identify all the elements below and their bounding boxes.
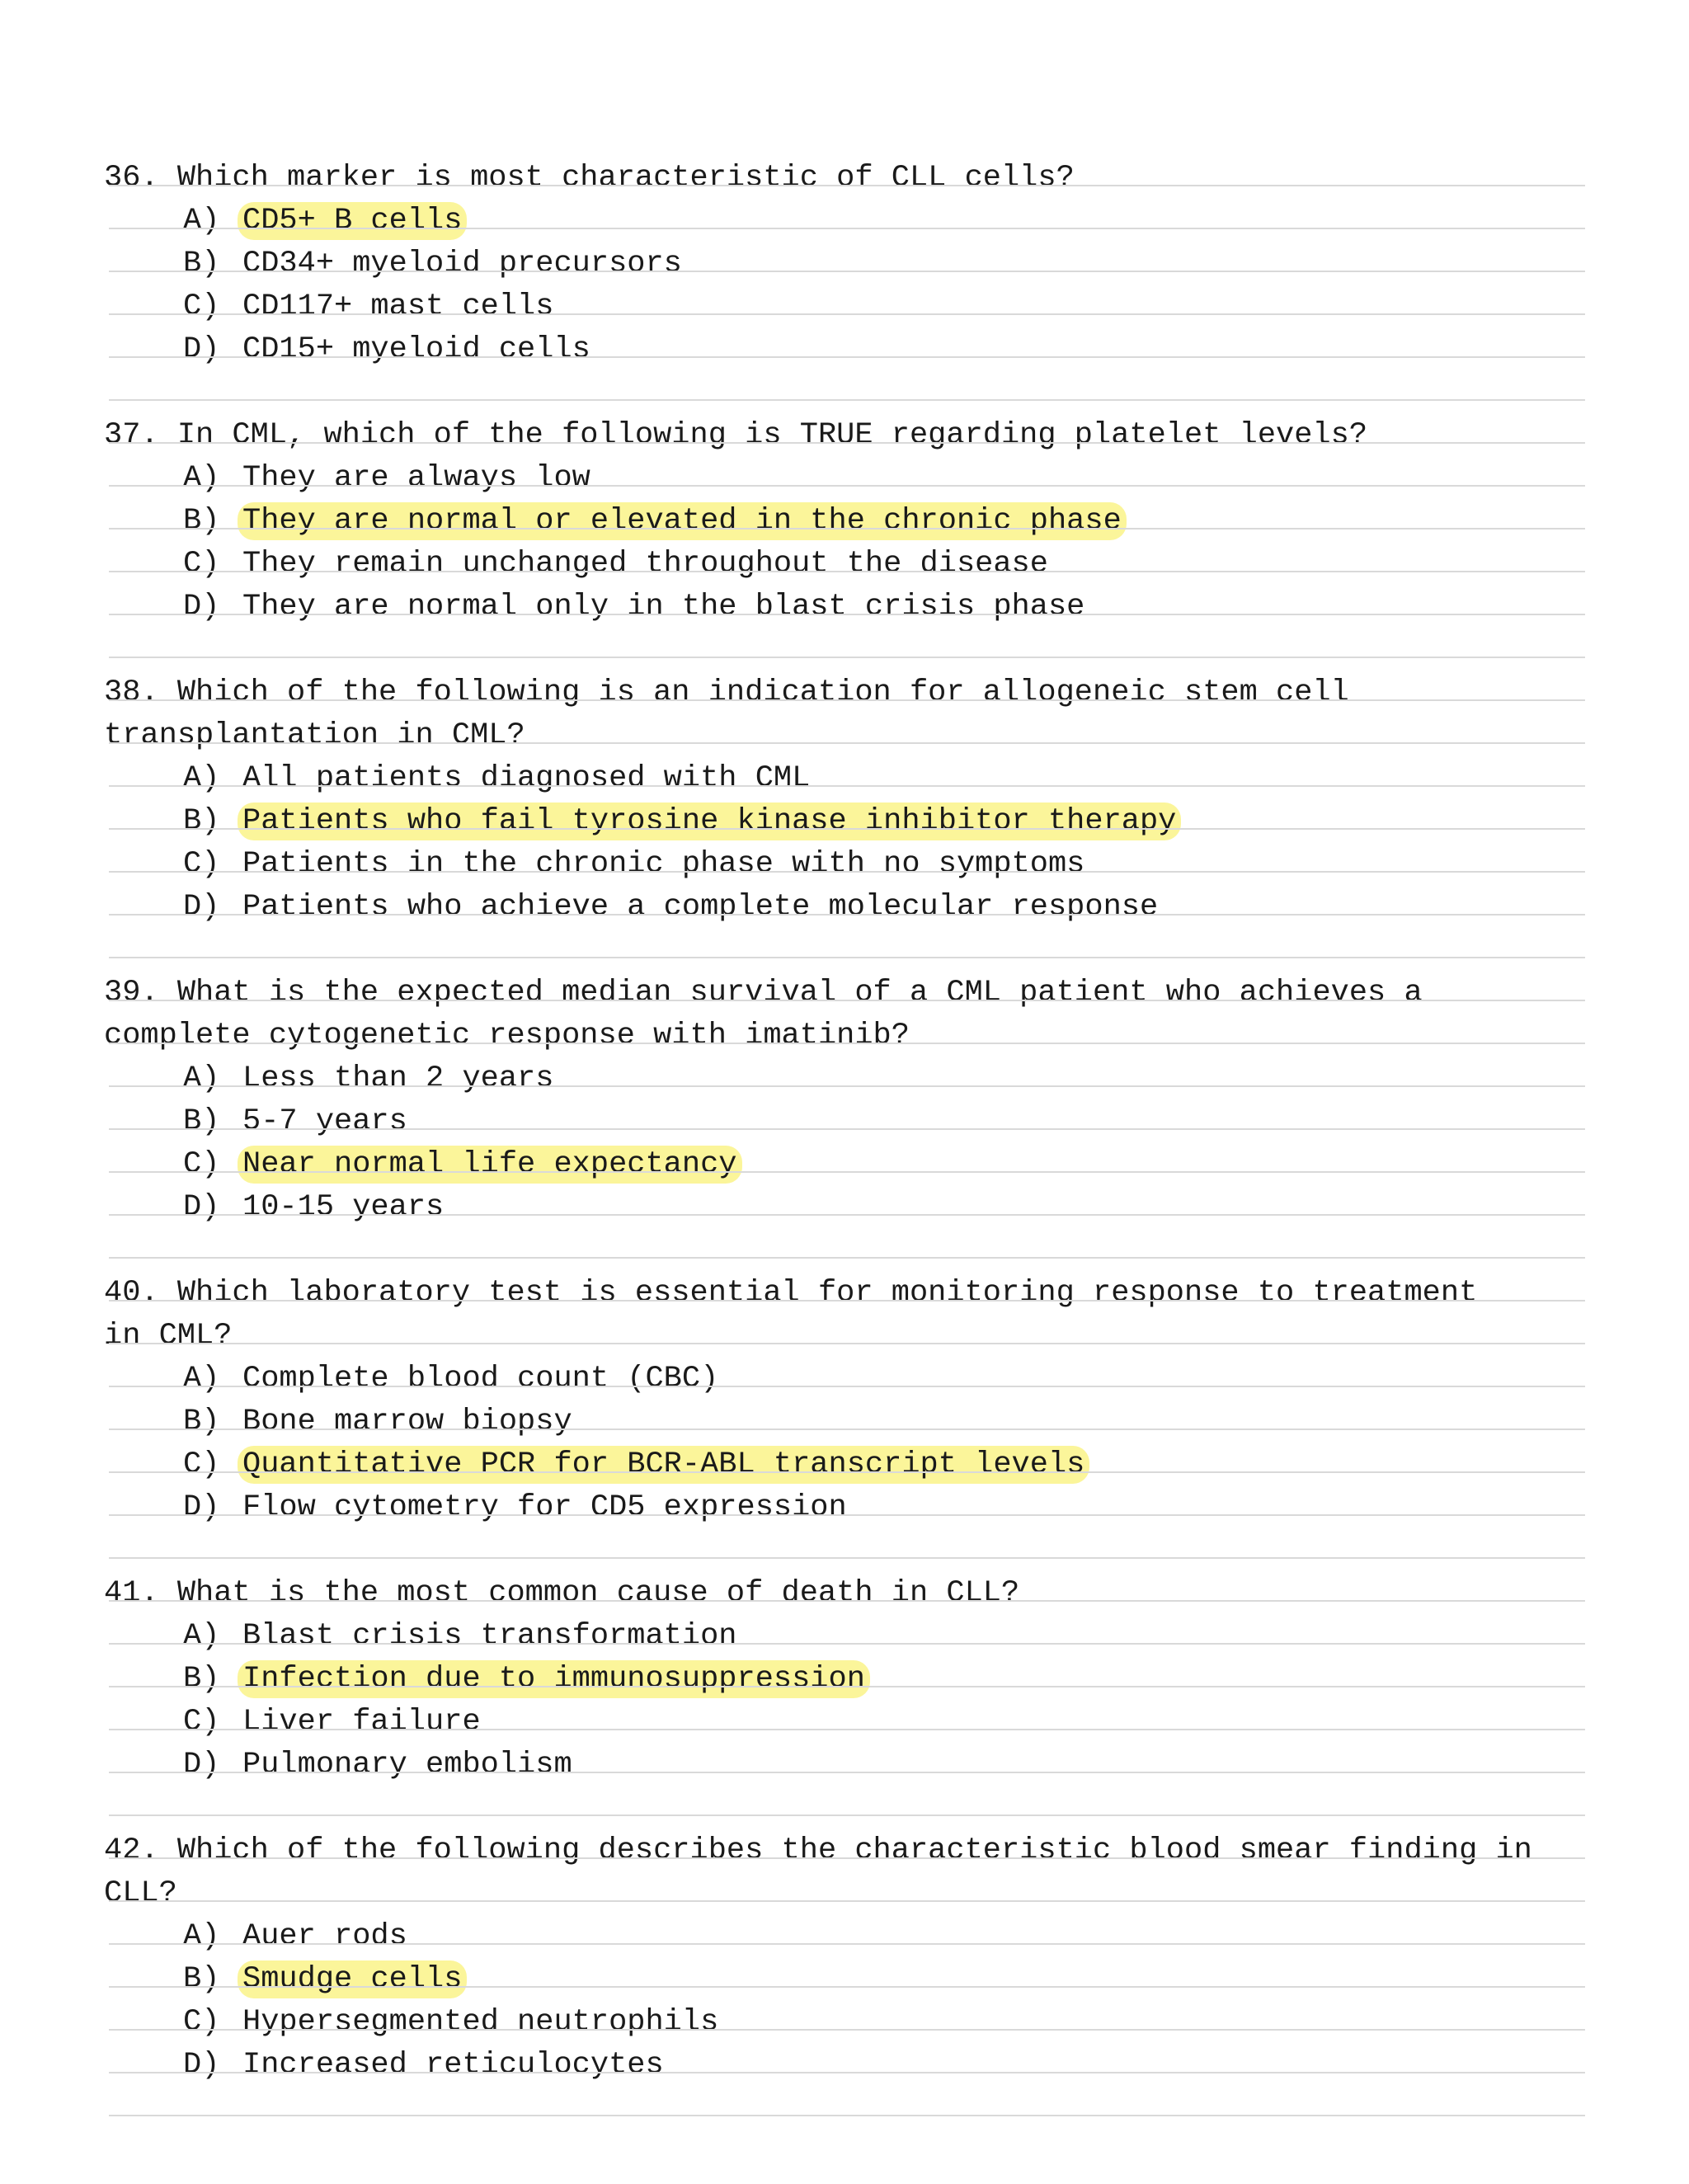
ruled-line [109,1600,1585,1602]
question-text: in CML? [104,1319,233,1353]
highlighted-answer-text: CD5+ B cells [238,202,467,240]
highlighted-answer-text: They are normal or elevated in the chronic phase [238,502,1127,540]
ruled-line [109,399,1585,401]
option-text: Flow cytometry for CD5 expression [242,1490,847,1525]
answer-option [183,285,553,328]
option-letter: B) [183,1405,220,1439]
option-text: Less than 2 years [242,1061,554,1096]
ruled-line [109,657,1585,658]
highlighted-answer-text: Patients who fail tyrosine kinase inhibitor therapy [238,803,1181,840]
ruled-line [109,1686,1585,1687]
ruled-line [109,1085,1585,1087]
ruled-line [109,1514,1585,1516]
option-letter: C) [183,289,220,324]
option-letter: A) [183,761,220,796]
option-letter: B) [183,504,220,539]
ruled-line [109,1300,1585,1301]
answer-option [183,1143,742,1186]
answer-option [183,1958,467,2001]
option-letter: C) [183,547,220,581]
answer-option [183,1100,407,1143]
answer-option [183,242,682,285]
option-text: Complete blood count (CBC) [242,1362,719,1396]
answer-option [183,457,590,500]
answer-option [183,1915,407,1958]
question-text: 42. Which of the following describes the characteristic blood smear finding in [104,1833,1532,1868]
answer-option [183,1744,572,1786]
question-text: 36. Which marker is most characteristic of CLL cells? [104,161,1075,195]
option-letter: A) [183,461,220,496]
option-letter: A) [183,1061,220,1096]
ruled-line [109,2115,1585,2116]
ruled-line [109,271,1585,272]
answer-option [183,200,467,242]
option-text: CD15+ myeloid cells [242,332,590,367]
question-text: 37. In CML, which of the following is TRUE regarding platelet levels? [104,418,1368,453]
option-text: 5-7 years [242,1104,407,1139]
answer-option [183,328,590,371]
option-text: They are always low [242,461,590,496]
question-text: CLL? [104,1876,177,1911]
answer-option [183,1658,870,1701]
option-letter: D) [183,2048,220,2083]
ruled-line [109,356,1585,358]
answer-option [183,1186,444,1229]
option-text: Patients who achieve a complete molecular response [242,890,1159,925]
ruled-line [109,1900,1585,1902]
ruled-line [109,1043,1585,1044]
ruled-line [109,571,1585,572]
option-letter: B) [183,1662,220,1697]
option-text: They are normal only in the blast crisis phase [242,590,1085,624]
ruled-line [109,228,1585,229]
option-text: CD34+ myeloid precursors [242,247,682,281]
ruled-line [109,2072,1585,2073]
option-letter: D) [183,332,220,367]
ruled-line [109,1386,1585,1387]
question-text: 38. Which of the following is an indication for allogeneic stem cell [104,675,1349,710]
option-text: They remain unchanged throughout the disease [242,547,1048,581]
option-text: Liver failure [242,1705,481,1739]
ruled-line [109,1557,1585,1559]
ruled-line [109,785,1585,787]
option-text: 10-15 years [242,1190,445,1225]
option-letter: B) [183,1104,220,1139]
ruled-line [109,442,1585,444]
ruled-line [109,1171,1585,1173]
answer-option [183,843,1084,886]
option-letter: A) [183,1919,220,1954]
highlighted-answer-text: Near normal life expectancy [238,1146,742,1184]
answer-option [183,543,1048,586]
answer-option [183,1443,1089,1486]
option-letter: A) [183,1619,220,1654]
ruled-line [109,528,1585,530]
ruled-line [109,1214,1585,1216]
answer-option [183,757,810,800]
option-letter: D) [183,1190,220,1225]
option-text: Patients in the chronic phase with no symptoms [242,847,1085,882]
question-text: transplantation in CML? [104,718,525,753]
answer-option [183,2044,664,2087]
option-letter: C) [183,1447,220,1482]
option-text: Increased reticulocytes [242,2048,664,2083]
option-letter: D) [183,1490,220,1525]
ruled-line [109,1000,1585,1001]
answer-option [183,586,1084,628]
option-text: All patients diagnosed with CML [242,761,811,796]
ruled-line [109,1429,1585,1430]
option-text: Blast crisis transformation [242,1619,737,1654]
ruled-line [109,185,1585,186]
option-letter: A) [183,204,220,238]
answer-option [183,1057,553,1100]
ruled-line [109,2029,1585,2031]
option-letter: C) [183,847,220,882]
answer-option [183,1701,481,1744]
ruled-line [109,1257,1585,1259]
option-text: CD117+ mast cells [242,289,554,324]
ruled-line [109,1986,1585,1988]
ruled-line [109,957,1585,958]
ruled-line [109,914,1585,915]
highlighted-answer-text: Quantitative PCR for BCR-ABL transcript levels [238,1446,1089,1484]
highlighted-answer-text: Smudge cells [238,1960,467,1998]
ruled-line [109,614,1585,615]
ruled-line [109,1772,1585,1773]
highlighted-answer-text: Infection due to immunosuppression [238,1660,870,1698]
option-letter: B) [183,247,220,281]
ruled-line [109,1643,1585,1645]
ruled-line [109,1857,1585,1859]
answer-option [183,1486,847,1529]
ruled-line [109,485,1585,487]
option-letter: B) [183,1962,220,1997]
ruled-line [109,742,1585,744]
option-letter: C) [183,1147,220,1182]
ruled-line [109,313,1585,315]
answer-option [183,1615,737,1658]
option-text: Auer rods [242,1919,407,1954]
answer-option [183,500,1127,543]
answer-option [183,800,1181,843]
ruled-line [109,1343,1585,1344]
option-letter: B) [183,804,220,839]
question-text: 40. Which laboratory test is essential for monitoring response to treatment [104,1276,1478,1311]
ruled-line [109,1128,1585,1130]
answer-option [183,2001,718,2044]
option-letter: D) [183,890,220,925]
question-text: 41. What is the most common cause of death in CLL? [104,1576,1020,1611]
ruled-line [109,871,1585,873]
option-letter: C) [183,2005,220,2040]
option-letter: A) [183,1362,220,1396]
answer-option [183,1358,718,1400]
ruled-line [109,1729,1585,1730]
option-letter: D) [183,1748,220,1782]
option-text: Bone marrow biopsy [242,1405,572,1439]
ruled-line [109,1943,1585,1945]
question-text: complete cytogenetic response with imatinib? [104,1019,910,1053]
option-text: Hypersegmented neutrophils [242,2005,719,2040]
ruled-line [109,1815,1585,1816]
answer-option [183,1400,572,1443]
ruled-line [109,828,1585,830]
answer-option [183,886,1158,929]
option-letter: D) [183,590,220,624]
option-letter: C) [183,1705,220,1739]
option-text: Pulmonary embolism [242,1748,572,1782]
ruled-line [109,699,1585,701]
ruled-line [109,1471,1585,1473]
question-text: 39. What is the expected median survival of a CML patient who achieves a [104,976,1423,1010]
